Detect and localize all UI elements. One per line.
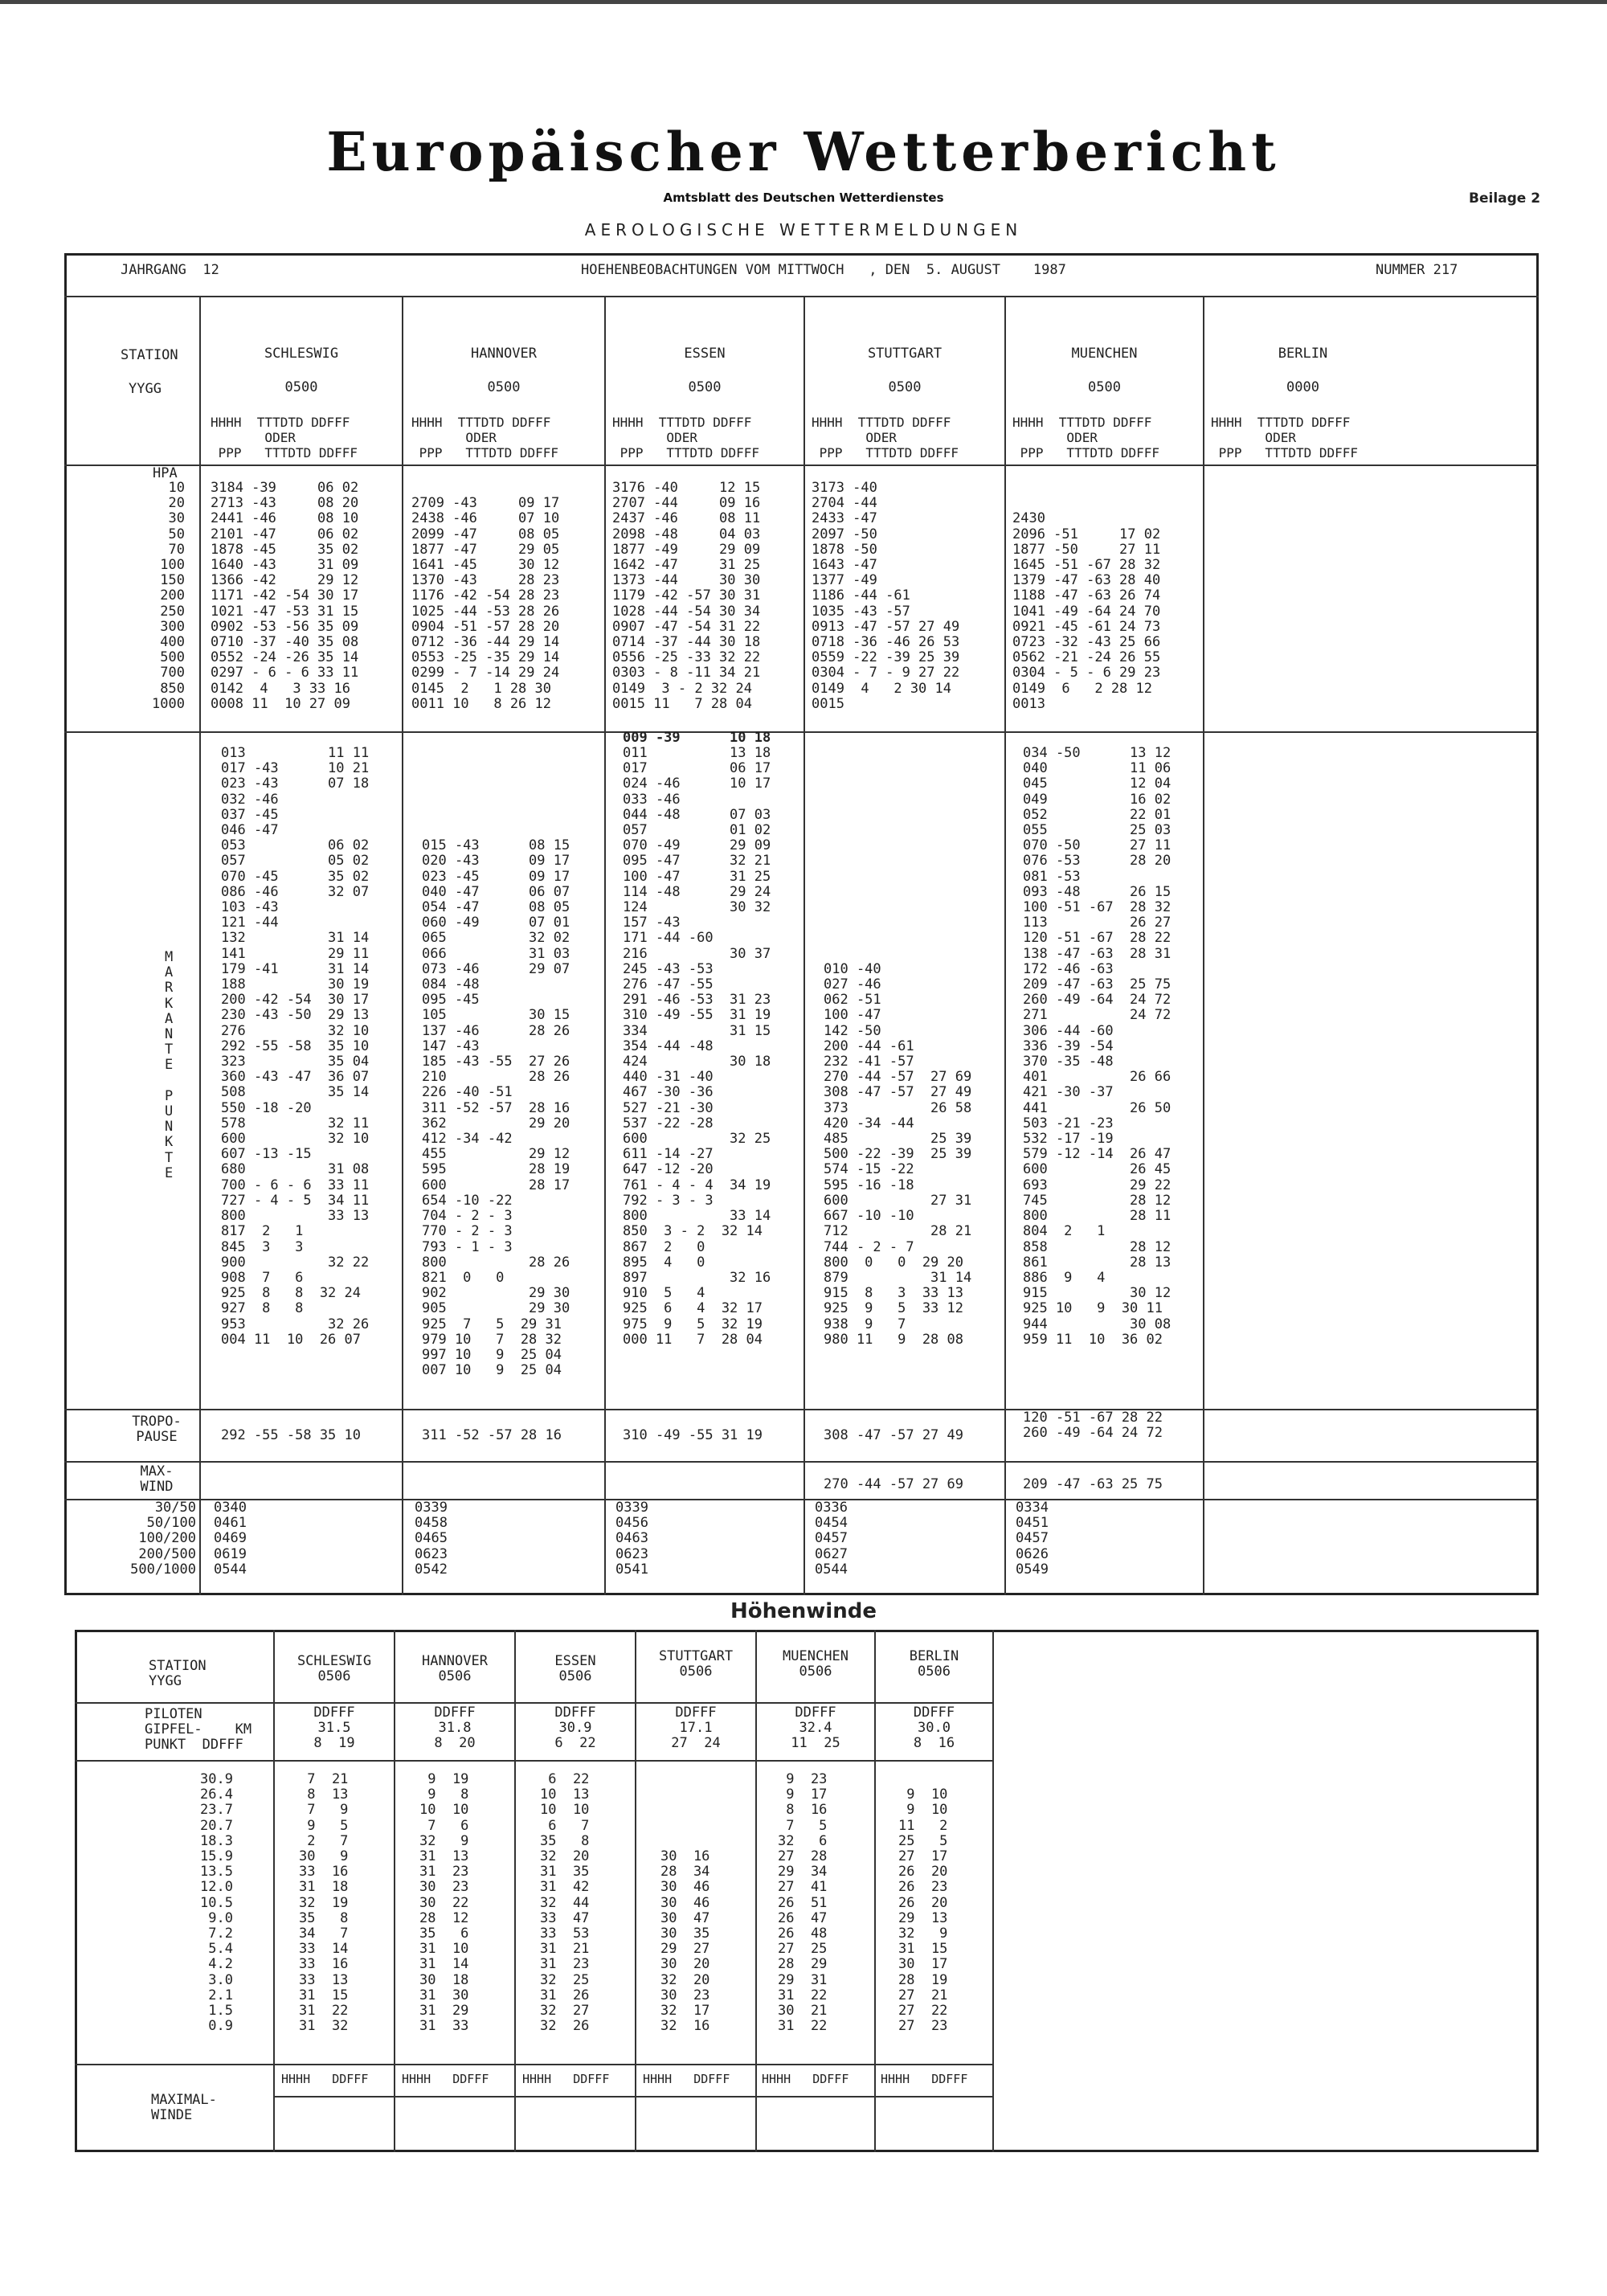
sig-levels-stuttgart: 010 -40 027 -46 062 -51 100 -47 142 -50 200 -44 -61 232 -41 -57 270 -44 -57 27 69 308 -47 -57 27 49 373 26 58 420 -34 -44 485 25 39 500 -22 -39 25 39 574 -15 -22 595 -16 -18 600 27 31 667 -10 -10 712 28 21 744 - 2 - 7 800 0 0 29 20 879 31 14 915 8 3 33 13 925 9 5 33 12 938 9 7 980 11 9 28 08: [824, 960, 972, 1348]
sig-levels-hannover: 015 -43 08 15 020 -43 09 17 023 -45 09 17 040 -47 06 07 054 -47 08 05 060 -49 07 01 065 32 02 066 31 03 073 -46 29 07 084 -48 095 -45 105 30 15 137 -46 28 26 147 -43 185 -43 -55 27 26 210 28 26 226 -40 -51 311 -52 -57 28 16 362 29 20 412 -34 -42 455 29 12 595 28 19 600 28 17 654 -10 -22 704 - 2 - 3 770 - 2 - 3 793 - 1 - 3 800 28 26 821 0 0 902 29 30 905 29 30 925 7 5 29 31 979 10 7 28 32 997 10 9 25 04 007 10 9 25 04: [422, 837, 570, 1379]
hw-col-muenchen: 9 23 9 17 8 16 7 5 32 6 27 28 29 34 27 41 26 51 26 47 26 48 27 25 28 29 29 31 31 22 30 21 31 22: [778, 1771, 828, 2035]
layers-essen: 0339 0456 0463 0623 0541: [615, 1500, 648, 1578]
station-name: STUTTGART: [867, 346, 943, 362]
tropopause-label: TROPO- PAUSE: [132, 1414, 182, 1446]
std-levels-hannover: 2709 -43 09 17 2438 -46 07 10 2099 -47 08 05 1877 -47 29 05 1641 -45 30 12 1370 -43 28 23 1176 -42 -54 28 23 1025 -44 -53 28 26 0904 -51 -57 28 20 0712 -36 -44 29 14 0553 -25 -35 29 14 0299 - 7 -14 29 24 0145 2 1 28 30 0011 10 8 26 12: [411, 495, 560, 712]
sig-levels-essen: 011 13 18 017 06 17 024 -46 10 17 033 -46 044 -48 07 03 057 01 02 070 -49 29 09 095 -47 32 21 100 -47 31 25 114 -48 29 24 124 30 32 157 -43 171 -44 -60 216 30 37 245 -43 -53 276 -47 -55 291 -46 -53 31 23 310 -49 -55 31 19 334 31 15 354 -44 -48 424 30 18 440 -31 -40 467 -30 -36 527 -21 -30 537 -22 -28 600 32 25 611 -14 -27 647 -12 -20 761 - 4 - 4 34 19 792 - 3 - 3 800 33 14 850 3 - 2 32 14 867 2 0 895 4 0 897 32 16 910 5 4 925 6 4 32 17 975 9 5 32 19 000 11 7 28 04: [623, 745, 771, 1348]
hw-heights: 30.9 26.4 23.7 20.7 18.3 15.9 13.5 12.0 10.5 9.0 7.2 5.4 4.2 3.0 2.1 1.5 0.9: [200, 1771, 233, 2035]
hw-col-schleswig: 7 21 8 13 7 9 9 5 2 7 30 9 33 16 31 18 32 19 35 8 34 7 33 14 33 16 33 13 31 15 31 22 31 32: [299, 1771, 349, 2035]
yygg-label: YYGG: [129, 381, 162, 397]
std-levels-essen: 3176 -40 12 15 2707 -44 09 16 2437 -46 08 11 2098 -48 04 03 1877 -49 29 09 1642 -47 31 25 1373 -44 30 30 1179 -42 -57 30 31 1028 -44 -54 30 34 0907 -47 -54 31 22 0714 -37 -44 30 18 0556 -25 -33 32 22 0303 - 8 -11 34 21 0149 3 - 2 32 24 0015 11 7 28 04: [612, 480, 761, 712]
observation-date: HOEHENBEOBACHTUNGEN VOM MITTWOCH , DEN 5. AUGUST 1987: [581, 262, 1066, 278]
hw-col-essen: 6 22 10 13 10 10 6 7 35 8 32 20 31 35 31 42 32 44 33 47 33 53 31 21 31 23 32 25 31 26 32 27 32 26: [540, 1771, 590, 2035]
station-time: 0500: [1088, 379, 1121, 395]
station-name: BERLIN: [1278, 346, 1328, 362]
top-rule: [0, 0, 1607, 4]
station-name: SCHLESWIG: [264, 346, 339, 362]
hw-piloten: DDFFF 31.8 8 20: [434, 1705, 476, 1752]
std-levels-stuttgart: 3173 -40 2704 -44 2433 -47 2097 -50 1878 -50 1643 -47 1377 -49 1186 -44 -61 1035 -43 -57 0913 -47 -57 27 49 0718 -36 -46 26 53 0559 -22 -39 25 39 0304 - 7 - 9 27 22 0149 4 2 30 14 0015: [812, 480, 960, 712]
station-name: HANNOVER: [471, 346, 537, 362]
issue-number: NUMMER 217: [1376, 262, 1458, 278]
station-time: 0500: [284, 379, 318, 395]
hw-maximal-head: HHHH DDFFF: [522, 2072, 610, 2086]
section-title: AEROLOGISCHE WETTERMELDUNGEN: [584, 220, 1023, 239]
station-label: STATION: [121, 347, 178, 363]
hw-col-stuttgart: 30 16 28 34 30 46 30 46 30 47 30 35 29 27 30 20 32 20 30 23 32 17 32 16: [660, 1848, 710, 2035]
hw-maximal-head: HHHH DDFFF: [643, 2072, 730, 2086]
hw-maximal-label: MAXIMAL- WINDE: [151, 2092, 217, 2124]
page-subtitle: Amtsblatt des Deutschen Wetterdienstes: [663, 190, 944, 205]
layers-stuttgart: 0336 0454 0457 0627 0544: [815, 1500, 848, 1578]
tropopause-essen: 310 -49 -55 31 19: [623, 1427, 763, 1443]
pressure-levels: 10 20 30 50 70 100 150 200 250 300 400 500 700 850 1000: [152, 480, 185, 712]
column-header: HHHH TTTDTD DDFFF ODER PPP TTTDTD DDFFF: [612, 415, 760, 461]
column-header: HHHH TTTDTD DDFFF ODER PPP TTTDTD DDFFF: [211, 415, 358, 461]
std-levels-schleswig: 3184 -39 06 02 2713 -43 08 20 2441 -46 08 10 2101 -47 06 02 1878 -45 35 02 1640 -43 31 09 1366 -42 29 12 1171 -42 -54 30 17 1021 -47 -53 31 15 0902 -53 -56 35 09 0710 -37 -40 35 08 0552 -24 -26 35 14 0297 - 6 - 6 33 11 0142 4 3 33 16 0008 11 10 27 09: [211, 480, 359, 712]
hoehenwinde-title: Höhenwinde: [730, 1599, 877, 1623]
sig-levels-essen-extra: 009 -39 10 18: [623, 730, 771, 746]
station-name: MUENCHEN: [1071, 346, 1138, 362]
station-time: 0500: [888, 379, 922, 395]
hw-maximal-head: HHHH DDFFF: [402, 2072, 489, 2086]
layer-labels: 30/50 50/100 100/200 200/500 500/1000: [130, 1500, 196, 1578]
tropopause-stuttgart: 308 -47 -57 27 49: [824, 1427, 963, 1443]
tropopause-muenchen: 120 -51 -67 28 22 260 -49 -64 24 72: [1023, 1410, 1163, 1442]
tropopause-schleswig: 292 -55 -58 35 10: [221, 1427, 361, 1443]
maxwind-label: MAX- WIND: [140, 1463, 174, 1496]
hw-station: SCHLESWIG 0506: [296, 1653, 372, 1685]
hw-piloten: DDFFF 17.1 27 24: [671, 1705, 721, 1752]
hw-maximal-head: HHHH DDFFF: [881, 2072, 968, 2086]
jahrgang: JAHRGANG 12: [121, 262, 219, 278]
sig-levels-schleswig: 013 11 11 017 -43 10 21 023 -43 07 18 032 -46 037 -45 046 -47 053 06 02 057 05 02 070 -45 35 02 086 -46 32 07 103 -43 121 -44 132 31 14 141 29 11 179 -41 31 14 188 30 19 200 -42 -54 30 17 230 -43 -50 29 13 276 32 10 292 -55 -58 35 10 323 35 04 360 -43 -47 36 07 508 35 14 550 -18 -20 578 32 11 600 32 10 607 -13 -15 680 31 08 700 - 6 - 6 33 11 727 - 4 - 5 34 11 800 33 13 817 2 1 845 3 3 900 32 22 908 7 6 925 8 8 32 24 927 8 8 953 32 26 004 11 10 26 07: [221, 745, 370, 1348]
station-time: 0500: [688, 379, 722, 395]
station-time: 0000: [1286, 379, 1319, 395]
column-header: HHHH TTTDTD DDFFF ODER PPP TTTDTD DDFFF: [812, 415, 959, 461]
tropopause-hannover: 311 -52 -57 28 16: [422, 1427, 562, 1443]
hw-station: ESSEN 0506: [554, 1653, 596, 1685]
layers-hannover: 0339 0458 0465 0623 0542: [415, 1500, 448, 1578]
maxwind-muenchen: 209 -47 -63 25 75: [1023, 1476, 1163, 1492]
markante-punkte-label: M A R K A N T E P U N K T E: [165, 949, 174, 1181]
hw-col-berlin: 9 10 9 10 11 2 25 5 27 17 26 20 26 23 26 20 29 13 32 9 31 15 30 17 28 19 27 21 27 22 27 23: [898, 1786, 948, 2035]
hw-piloten: DDFFF 30.0 8 16: [913, 1705, 955, 1752]
station-time: 0500: [487, 379, 521, 395]
hw-maximal-head: HHHH DDFFF: [281, 2072, 369, 2086]
hpa-label: HPA: [153, 465, 178, 481]
hw-station: BERLIN 0506: [909, 1648, 959, 1680]
hw-piloten-label: PILOTEN GIPFEL- KM PUNKT DDFFF: [145, 1706, 252, 1754]
hw-piloten: DDFFF 32.4 11 25: [791, 1705, 840, 1752]
hw-station: MUENCHEN 0506: [783, 1648, 848, 1680]
layers-schleswig: 0340 0461 0469 0619 0544: [214, 1500, 247, 1578]
sig-levels-muenchen: 034 -50 13 12 040 11 06 045 12 04 049 16 02 052 22 01 055 25 03 070 -50 27 11 076 -53 28 20 081 -53 093 -48 26 15 100 -51 -67 28 32 113 26 27 120 -51 -67 28 22 138 -47 -63 28 31 172 -46 -63 209 -47 -63 25 75 260 -49 -64 24 72 271 24 72 306 -44 -60 336 -39 -54 370 -35 -48 401 26 66 421 -30 -37 441 26 50 503 -21 -23 532 -17 -19 579 -12 -14 26 47 600 26 45 693 29 22 745 28 12 800 28 11 804 2 1 858 28 12 861 28 13 886 9 4 915 30 12 925 10 9 30 11 944 30 08 959 11 10 36 02: [1023, 745, 1172, 1348]
hw-piloten: DDFFF 31.5 8 19: [313, 1705, 355, 1752]
hw-maximal-head: HHHH DDFFF: [762, 2072, 849, 2086]
hw-station: HANNOVER 0506: [422, 1653, 488, 1685]
station-name: ESSEN: [684, 346, 726, 362]
hw-col-hannover: 9 19 9 8 10 10 7 6 32 9 31 13 31 23 30 23 30 22 28 12 35 6 31 10 31 14 30 18 31 30 31 29 31 33: [419, 1771, 469, 2035]
column-header: HHHH TTTDTD DDFFF ODER PPP TTTDTD DDFFF: [1211, 415, 1359, 461]
hw-piloten: DDFFF 30.9 6 22: [554, 1705, 596, 1752]
hw-station: STUTTGART 0506: [658, 1648, 734, 1680]
maxwind-stuttgart: 270 -44 -57 27 69: [824, 1476, 963, 1492]
std-levels-muenchen: 2430 2096 -51 17 02 1877 -50 27 11 1645 -51 -67 28 32 1379 -47 -63 28 40 1188 -47 -63 26 74 1041 -49 -64 24 70 0921 -45 -61 24 73 0723 -32 -43 25 66 0562 -21 -24 26 55 0304 - 5 - 6 29 23 0149 6 2 28 12 0013: [1012, 510, 1161, 712]
column-header: HHHH TTTDTD DDFFF ODER PPP TTTDTD DDFFF: [411, 415, 559, 461]
column-header: HHHH TTTDTD DDFFF ODER PPP TTTDTD DDFFF: [1012, 415, 1160, 461]
layers-muenchen: 0334 0451 0457 0626 0549: [1016, 1500, 1049, 1578]
page-title: Europäischer Wetterbericht: [326, 121, 1281, 183]
hw-station-label: STATION YYGG: [149, 1658, 206, 1690]
supplement-label: Beilage 2: [1469, 190, 1541, 207]
